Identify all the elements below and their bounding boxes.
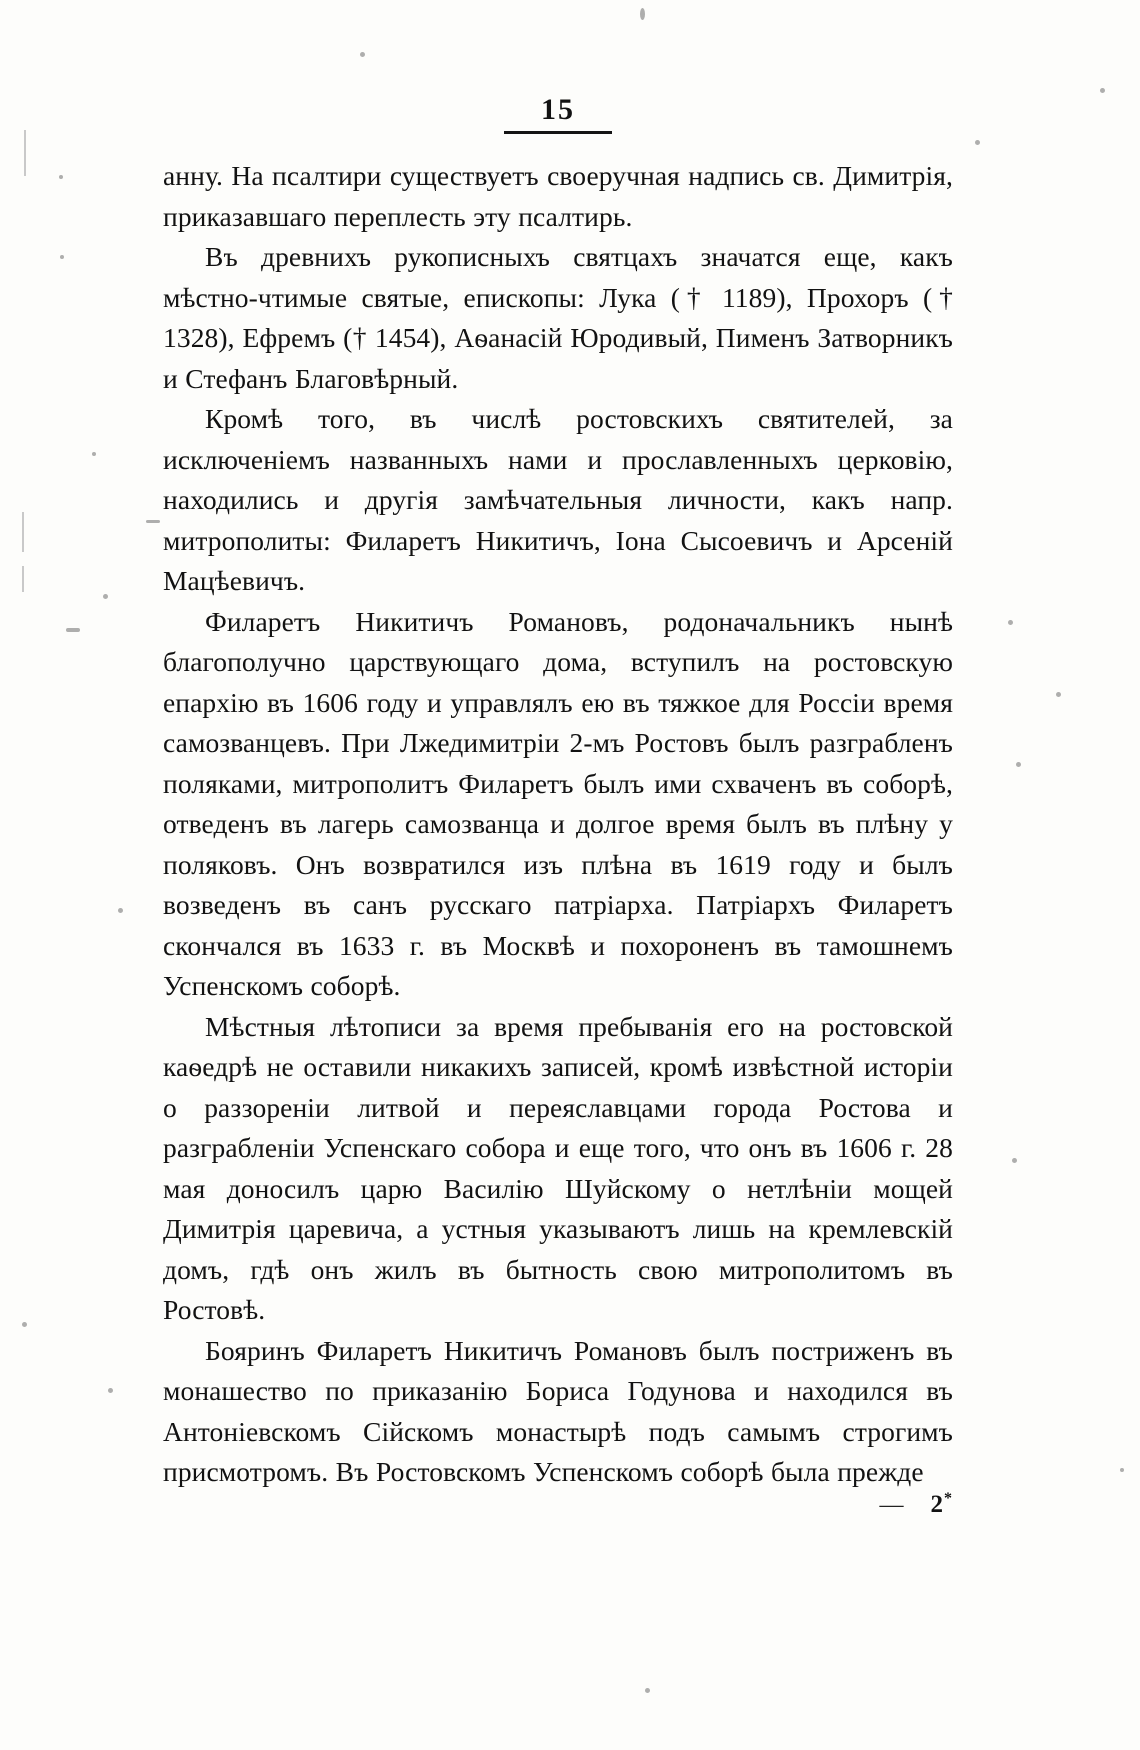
scan-speck <box>66 628 80 632</box>
scan-speck <box>22 1322 27 1327</box>
scan-speck <box>975 140 980 145</box>
scan-speck <box>146 520 160 523</box>
scan-speck <box>1008 620 1013 625</box>
paragraph: Кромѣ того, въ числѣ ростовскихъ святителей, за исключеніемъ названныхъ нами и прославленныхъ церковію, находились и другія замѣчательныя личности, какъ напр. митрополиты: Филаретъ Никитичъ, Іона Сысоевичъ и Арсеній Мацѣевичъ. <box>163 403 953 596</box>
scan-speck <box>59 175 63 179</box>
scan-speck <box>1056 692 1061 697</box>
paragraph: анну. На псалтири существуетъ своеручная надпись св. Димитрія, приказавшаго переплесть эту псалтирь. <box>163 160 953 232</box>
scan-speck <box>60 255 64 259</box>
signature-mark <box>163 1490 953 1519</box>
scan-speck <box>1120 1468 1124 1472</box>
scan-speck <box>1100 88 1105 93</box>
scan-speck <box>1016 762 1021 767</box>
header-rule <box>504 131 612 134</box>
margin-artifact <box>24 130 26 176</box>
scan-speck <box>360 52 365 57</box>
signature-dash: — <box>879 1492 905 1518</box>
paragraph: Бояринъ Филаретъ Никитичъ Романовъ былъ постриженъ въ монашество по приказанію Бориса Годунова и находился въ Антоніевскомъ Сійскомъ монастырѣ подъ самымъ строгимъ присмотромъ. Въ Ростовскомъ Успенскомъ соборѣ была прежде <box>163 1334 953 1487</box>
scan-speck <box>645 1688 650 1693</box>
paragraph: Филаретъ Никитичъ Романовъ, родоначальникъ нынѣ благополучно царствующаго дома, вступилъ на ростовскую епархію въ 1606 году и управлялъ ею въ тяжкое для Россіи время самозванцевъ. При Лжедимитріи 2-мъ Ростовъ былъ разграбленъ поляками, митрополитъ Филаретъ былъ ими схваченъ въ соборѣ, отведенъ въ лагерь самозванца и долгое время былъ въ плѣну у поляковъ. Онъ возвратился изъ плѣна въ 1619 году и былъ возведенъ въ санъ русскаго патріарха. Патріархъ Филаретъ скончался въ 1633 г. въ Москвѣ и похороненъ въ тамошнемъ Успенскомъ соборѣ. <box>163 605 953 1001</box>
scan-speck <box>118 908 123 913</box>
signature-number: 2 <box>930 1491 944 1518</box>
scan-speck <box>1012 1158 1017 1163</box>
scan-speck <box>92 452 96 456</box>
signature-asterisk: * <box>944 1490 953 1507</box>
page-content <box>163 95 953 1493</box>
margin-artifact <box>22 512 24 552</box>
page-number: 15 <box>541 93 575 126</box>
scan-speck <box>108 1388 113 1393</box>
scan-speck <box>103 594 108 599</box>
paragraph: Въ древнихъ рукописныхъ святцахъ значатся еще, какъ мѣстно-чтимые святые, епископы: Лука († 1189), Прохоръ († 1328), Ефремъ († 1454), Аѳанасій Юродивый, Пименъ Затворникъ и Стефанъ Благовѣрный. <box>163 241 953 394</box>
paragraph: Мѣстныя лѣтописи за время пребыванія его на ростовской каѳедрѣ не оставили никакихъ записей, кромѣ извѣстной исторіи о раззореніи литвой и переяславцами города Ростова и разграбленіи Успенскаго собора и еще того, что онъ въ 1606 г. 28 мая доносилъ царю Василію Шуйскому о нетлѣніи мощей Димитрія царевича, а устныя указываютъ лишь на кремлевскій домъ, гдѣ онъ жилъ въ бытность свою митрополитомъ въ Ростовѣ. <box>163 1010 953 1325</box>
margin-artifact <box>22 566 24 592</box>
scan-speck <box>640 8 645 20</box>
